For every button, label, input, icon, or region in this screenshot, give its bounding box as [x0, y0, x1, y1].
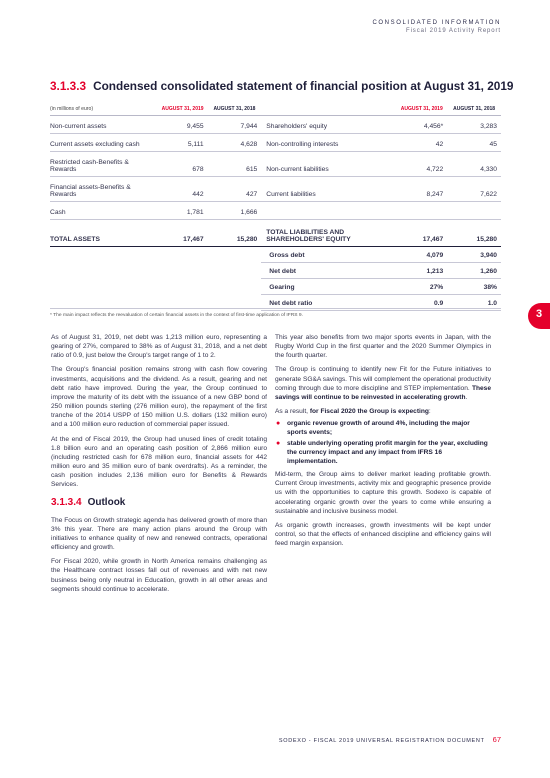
debt-label: Net debt ratio — [261, 295, 396, 311]
outlook-section-number: 3.1.3.4 — [51, 496, 82, 508]
liability-value-current: 8,247 — [396, 177, 447, 202]
debt-value-current: 27% — [396, 279, 447, 295]
chapter-tab — [528, 303, 550, 329]
liability-value-current: 4,722 — [396, 152, 447, 177]
debt-label: Gearing — [261, 279, 396, 295]
debt-value-current: 0.9 — [396, 295, 447, 311]
liability-value-prior: 3,283 — [447, 116, 501, 134]
asset-label: Current assets excluding cash — [50, 134, 158, 152]
footer-text: SODEXO - FISCAL 2019 UNIVERSAL REGISTRATION DOCUMENT — [278, 738, 485, 744]
liability-value-prior: 7,622 — [447, 177, 501, 202]
asset-value-current: 9,455 — [158, 116, 208, 134]
asset-label: Cash — [50, 202, 158, 220]
table-row — [50, 116, 501, 134]
outlook-heading — [51, 498, 267, 507]
bullet-icon: ● — [276, 420, 281, 428]
emphasis: for Fiscal 2020 the Group is expecting — [309, 408, 429, 416]
debt-value-prior: 38% — [447, 279, 501, 295]
section-number: 3.1.3.3 — [50, 79, 87, 93]
total-assets-current: 17,467 — [158, 220, 208, 247]
total-liabilities-prior: 15,280 — [447, 220, 501, 247]
paragraph: As a result, for Fiscal 2020 the Group is expecting: — [275, 408, 431, 416]
liability-value-prior: 45 — [447, 134, 501, 152]
debt-label: Gross debt — [261, 247, 396, 263]
col-header-prior: AUGUST 31, 2018 — [208, 103, 262, 116]
table-units: (in millions of euro) — [50, 103, 158, 116]
section-heading — [50, 79, 513, 93]
paragraph: Mid-term, the Group aims to deliver market leading profitable growth. Current Group investments, activity mix and geographic presence provide us with the opportunities to capture this growth. Sodexo is capable of accelerating organic growth over the years to come while ensuring a sustainable and inclusive business model. — [275, 471, 491, 515]
left-text-column — [51, 333, 267, 599]
asset-label: Financial assets-Benefits & Rewards — [50, 177, 158, 202]
liability-label: Shareholders' equity — [261, 116, 396, 134]
running-header — [372, 20, 501, 34]
paragraph: At the end of Fiscal 2019, the Group had unused lines of credit totaling 1.8 billion euro and an operating cash position of 2,866 million euro (including restricted cash for 678 million euro, financial assets for 442 million euro and 35 million euro of bank overdrafts). As a reminder, the cash position includes 2,136 million euro for Benefits & Rewards Services. — [51, 435, 267, 489]
financial-position-table — [50, 103, 501, 311]
asset-label: Restricted cash-Benefits & Rewards — [50, 152, 158, 177]
debt-row — [50, 263, 501, 279]
table-header-row — [50, 103, 501, 116]
paragraph: The Group is continuing to identify new Fit for the Future initiatives to generate SG&A savings. This will complement the operational productivity coming through due to more discipline and STEP implementation. These savings will continue to be reinvested in accelerating growth. — [275, 366, 491, 401]
debt-value-current: 4,079 — [396, 247, 447, 263]
debt-row — [50, 247, 501, 263]
expectations-list — [275, 419, 491, 466]
list-item: ● organic revenue growth of around 4%, including the major sports events; — [276, 420, 470, 437]
outlook-title: Outlook — [87, 496, 126, 508]
table-row — [50, 152, 501, 177]
asset-value-current: 678 — [158, 152, 208, 177]
table-row — [50, 202, 501, 220]
paragraph: The Group's financial position remains strong with cash flow covering investments, acquisitions and the dividend. As a result, gearing and net debt ratio have improved. During the year, the Group continued to improve the maturity of its debt with the issuance of a new GBP bond of 250 million pounds sterling (276 million euro), the repayment of the first tranche of the 2014 USPP of 150 million U.S. dollars (132 million euro) and a 100 million euro reduction of commercial paper issued. — [51, 366, 267, 429]
table-total-row — [50, 220, 501, 247]
running-header-title: CONSOLIDATED INFORMATION — [372, 20, 501, 26]
chapter-number: 3 — [536, 308, 543, 320]
asset-label: Non-current assets — [50, 116, 158, 134]
debt-value-prior: 3,940 — [447, 247, 501, 263]
debt-label: Net debt — [261, 263, 396, 279]
debt-row — [50, 279, 501, 295]
bullet-icon: ● — [276, 439, 281, 447]
asset-value-prior: 4,628 — [208, 134, 262, 152]
paragraph: This year also benefits from two major sports events in Japan, with the Rugby World Cup in the first quarter and the 2020 Summer Olympics in the fourth quarter. — [275, 334, 491, 360]
running-header-subtitle: Fiscal 2019 Activity Report — [406, 28, 501, 34]
emphasis: These savings will continue to be reinvested in accelerating growth — [275, 384, 491, 401]
liability-value-current: 42 — [396, 134, 447, 152]
asset-value-prior: 7,944 — [208, 116, 262, 134]
liability-label — [261, 202, 396, 220]
col-header-current: AUGUST 31, 2019 — [158, 103, 208, 116]
list-item: ● stable underlying operating profit margin for the year, excluding the currency impact and any impact from IFRS 16 implementation. — [276, 439, 488, 465]
right-text-column — [275, 333, 491, 553]
asset-value-prior: 615 — [208, 152, 262, 177]
col-header-prior: AUGUST 31, 2018 — [447, 103, 501, 116]
page-footer — [279, 735, 501, 744]
section-title: Condensed consolidated statement of financial position at August 31, 2019 — [93, 79, 514, 93]
liability-value-current — [396, 202, 447, 220]
paragraph: As organic growth increases, growth investments will be kept under control, so that the effects of enhanced discipline and efficiency gains will feed margin expansion. — [275, 521, 491, 548]
page-number: 67 — [492, 735, 501, 744]
debt-value-prior: 1.0 — [447, 295, 501, 311]
asset-value-prior: 1,666 — [208, 202, 262, 220]
liability-label: Current liabilities — [261, 177, 396, 202]
table-row — [50, 134, 501, 152]
paragraph: The Focus on Growth strategic agenda has delivered growth of more than 3% this year. There are many action plans around the Group with initiatives to enhance quality of new and renewed contracts, operational efficiency and growth. — [51, 516, 267, 552]
asset-value-current: 1,781 — [158, 202, 208, 220]
total-liabilities-label: TOTAL LIABILITIES AND SHAREHOLDERS' EQUITY — [261, 220, 396, 247]
liability-label: Non-controlling interests — [261, 134, 396, 152]
total-assets-label: TOTAL ASSETS — [50, 220, 158, 247]
total-assets-prior: 15,280 — [208, 220, 262, 247]
asset-value-current: 442 — [158, 177, 208, 202]
asset-value-prior: 427 — [208, 177, 262, 202]
table-row — [50, 177, 501, 202]
liability-value-prior — [447, 202, 501, 220]
paragraph: For Fiscal 2020, while growth in North America remains challenging as the Healthcare contract losses fall out of revenues and with net new business being only neutral in Education, growth in all other areas and segments should continue to accelerate. — [51, 558, 267, 593]
paragraph: As of August 31, 2019, net debt was 1,213 million euro, representing a gearing of 27%, compared to 38% as of August 31, 2018, and a net debt ratio of 0.9, just below the Group's target range of 1 to 2. — [51, 334, 267, 360]
table-footnote: * The main impact reflects the reevaluation of certain financial assets in the context of first-time application of IFRS 9. — [50, 308, 501, 318]
liability-label: Non-current liabilities — [261, 152, 396, 177]
col-header-current: AUGUST 31, 2019 — [396, 103, 447, 116]
total-liabilities-current: 17,467 — [396, 220, 447, 247]
debt-value-prior: 1,260 — [447, 263, 501, 279]
liability-value-current: 4,456* — [396, 116, 447, 134]
liability-value-prior: 4,330 — [447, 152, 501, 177]
debt-value-current: 1,213 — [396, 263, 447, 279]
asset-value-current: 5,111 — [158, 134, 208, 152]
